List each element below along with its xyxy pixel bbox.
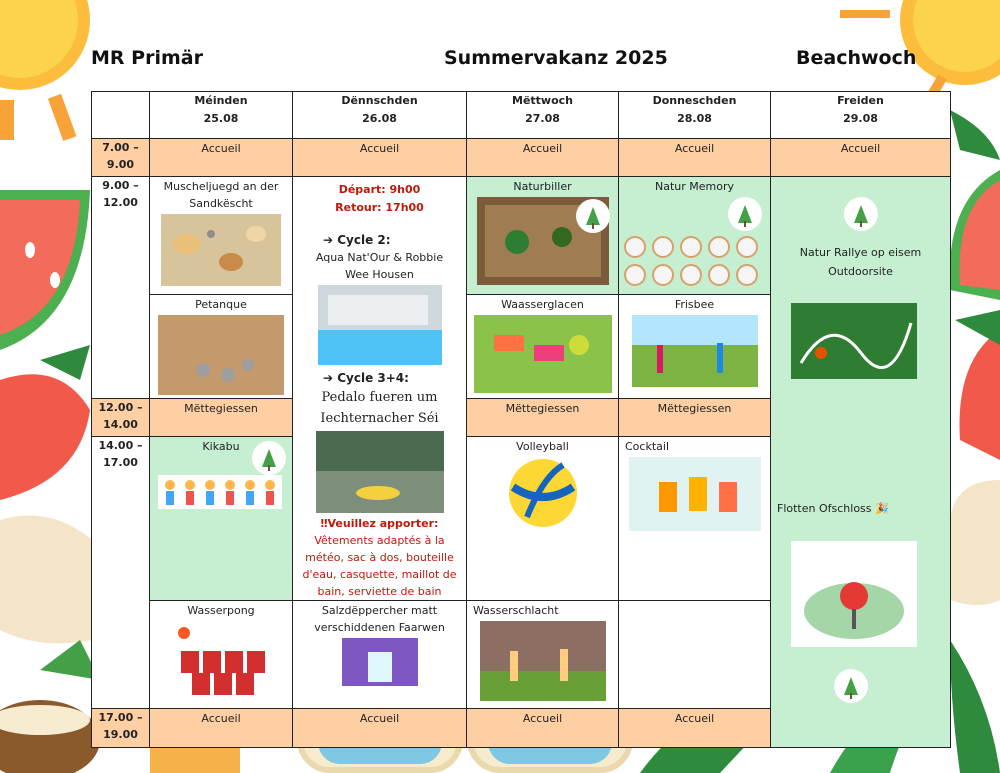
time-slot: 9.00 – 12.00 — [92, 177, 150, 399]
time-slot: 7.00 – 9.00 — [92, 139, 150, 177]
tree-icon — [834, 669, 868, 703]
activity-cell-volleyball: Volleyball — [467, 437, 619, 601]
day-header-monday: Méinden 25.08 — [150, 92, 293, 139]
accueil-cell: Accueil — [293, 709, 467, 748]
accueil-cell: Accueil — [467, 709, 619, 748]
salt-jars-photo — [342, 638, 418, 686]
activity-cell-nature-memory: Natur Memory — [619, 177, 771, 295]
petanque-photo — [158, 315, 284, 395]
bbq-party-image — [791, 541, 917, 647]
sun-icon — [0, 0, 90, 141]
activity-cell-nature-pictures: Naturbiller — [467, 177, 619, 295]
accueil-cell: Accueil — [467, 139, 619, 177]
page-title: Summervakanz 2025 — [444, 47, 668, 69]
activity-cell-water-fight: Wasserschlacht — [467, 601, 619, 709]
tree-icon — [844, 197, 878, 231]
day-header-friday: Freiden 29.08 — [771, 92, 951, 139]
accueil-cell: Accueil — [150, 139, 293, 177]
weekly-schedule-table — [91, 91, 951, 748]
lunch-cell: Mëttegiessen — [150, 399, 293, 437]
lunch-cell: Mëttegiessen — [619, 399, 771, 437]
accueil-cell: Accueil — [150, 709, 293, 748]
activity-cell-friday: Natur Rallye op eisem Outdoorsite Flotten Ofschloss 🎉 — [771, 177, 951, 748]
activity-cell-salt-jars: Salzdëppercher matt verschiddenen Faarwen — [293, 601, 467, 709]
cocktail-photo — [629, 457, 761, 531]
time-slot: 12.00 – 14.00 — [92, 399, 150, 437]
volleyball-image — [507, 457, 579, 529]
day-header-wednesday: Mëttwoch 27.08 — [467, 92, 619, 139]
activity-cell-shell-hunt: Muscheljuegd an der Sandkëscht — [150, 177, 293, 295]
watermelon-icon — [0, 190, 90, 350]
activity-cell-kikabu: Kikabu — [150, 437, 293, 601]
activity-cell-water-ice: Waasserglacen — [467, 295, 619, 399]
activity-cell-cocktail: Cocktail — [619, 437, 771, 601]
shell-icon — [0, 516, 92, 644]
lunch-cell: Mëttegiessen — [467, 399, 619, 437]
cycle-3-4-label: ➔ Cycle 3+4: — [323, 371, 409, 385]
shell-icon — [950, 480, 1000, 605]
watermelon-icon — [950, 170, 1000, 300]
water-fight-photo — [480, 621, 606, 701]
day-header-thursday: Donneschden 28.08 — [619, 92, 771, 139]
accueil-cell: Accueil — [771, 139, 951, 177]
strawberry-icon — [955, 310, 1000, 460]
ice-pops-photo — [474, 315, 612, 393]
tree-icon — [728, 197, 762, 231]
cycle-2-label: ➔ Cycle 2: — [323, 233, 391, 247]
activity-cell-frisbee: Frisbee — [619, 295, 771, 399]
day-header-tuesday: Dënnschden 26.08 — [293, 92, 467, 139]
accueil-cell: Accueil — [619, 709, 771, 748]
tree-icon — [252, 441, 286, 475]
swimming-pool-photo — [318, 285, 442, 365]
group-label: MR Primär — [91, 47, 203, 69]
time-slot: 14.00 – 17.00 — [92, 437, 150, 709]
activity-cell-water-pong: Wasserpong — [150, 601, 293, 709]
pedalo-lake-photo — [316, 431, 444, 513]
water-pong-cups-image — [166, 621, 276, 699]
activity-cell-petanque: Petanque — [150, 295, 293, 399]
time-slot: 17.00 – 19.00 — [92, 709, 150, 748]
theme-label: Beachwoch — [796, 47, 917, 69]
accueil-cell: Accueil — [293, 139, 467, 177]
frisbee-photo — [632, 315, 758, 387]
nature-rally-map-image — [791, 303, 917, 379]
accueil-cell: Accueil — [619, 139, 771, 177]
strawberry-icon — [0, 345, 90, 500]
excursion-cell: Départ: 9h00 Retour: 17h00 ➔ Cycle 2: Aqua Nat'Our & Robbie Wee Housen ➔ Cycle 3+4: Pedalo fueren um Iechternacher Séi ‼Veuillez apporter: Vêtements adaptés à la météo, sac à dos, bouteille d'eau, casquette, maillot de bain, serviette de bain — [293, 177, 467, 601]
corner-cell — [92, 92, 150, 139]
children-group-image — [158, 475, 282, 509]
memory-cards-photo — [623, 233, 767, 289]
coconut-icon — [0, 640, 100, 773]
shell-hunt-photo — [161, 214, 281, 286]
tree-icon — [576, 199, 610, 233]
